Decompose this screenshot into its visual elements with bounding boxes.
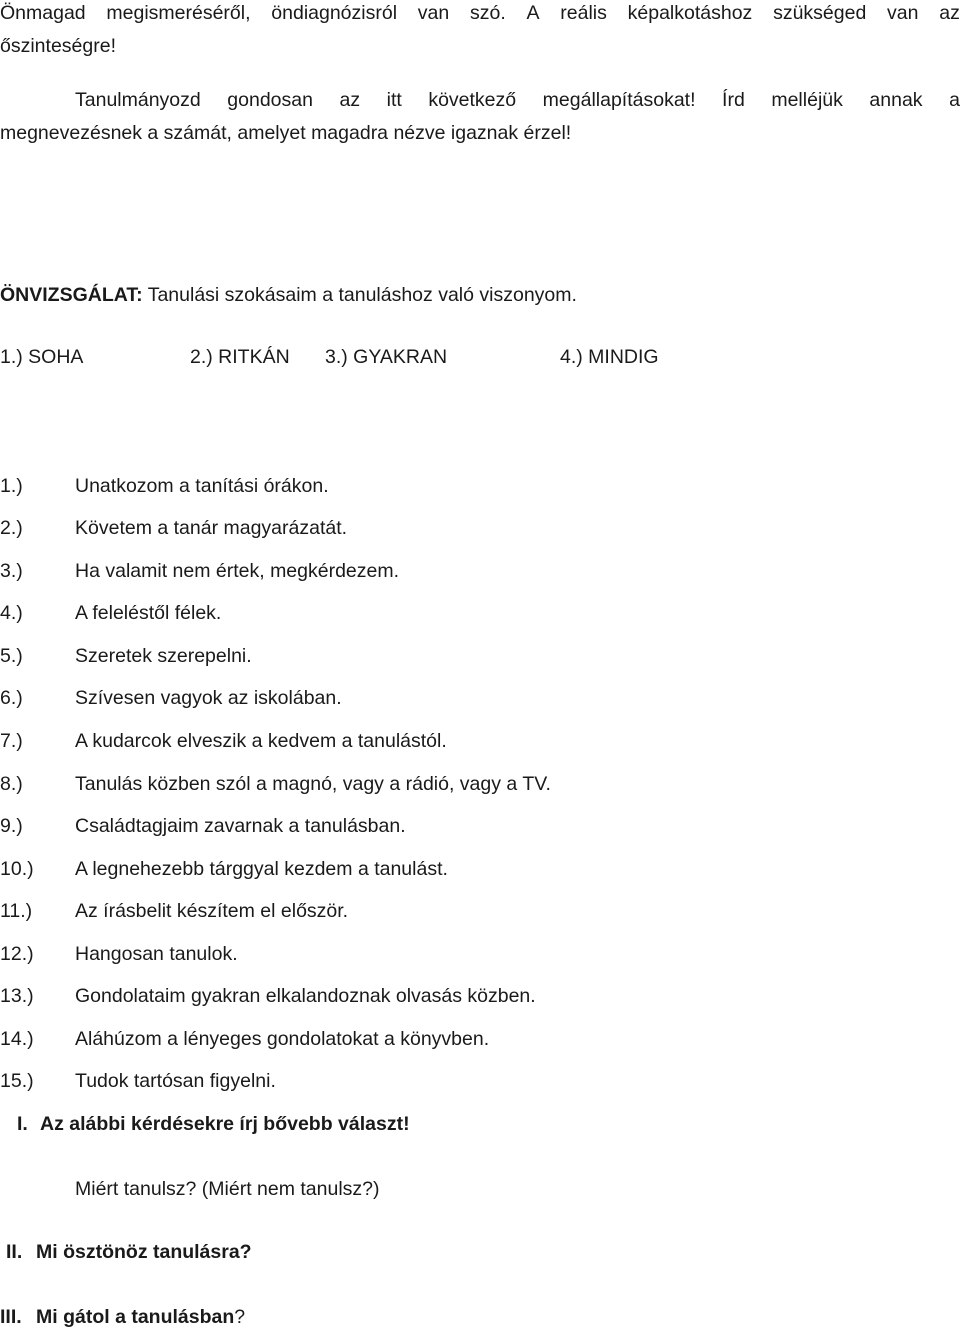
intro-line-2: őszinteségre! <box>0 35 116 57</box>
statement-text: Szívesen vagyok az iskolában. <box>75 687 342 709</box>
statement-text: Az írásbelit készítem el először. <box>75 900 349 922</box>
statement-number: 8.) <box>0 773 23 795</box>
statement-number: 14.) <box>0 1028 34 1050</box>
statement-number: 15.) <box>0 1070 34 1092</box>
section-3-number: III. <box>0 1306 22 1328</box>
intro-word: van <box>417 2 450 24</box>
statement-text: Tanulás közben szól a magnó, vagy a rádió, vagy a TV. <box>75 773 551 795</box>
statement-number: 7.) <box>0 730 23 752</box>
intro-word: szó. <box>470 2 506 24</box>
statement-text: Szeretek szerepelni. <box>75 645 252 667</box>
section-1-number: I. <box>17 1113 28 1135</box>
statement-text: A kudarcok elveszik a kedvem a tanulástól. <box>75 730 447 752</box>
intro-word: az <box>939 2 960 24</box>
intro-line-1 <box>0 4 960 24</box>
heading-text: Tanulási szokásaim a tanuláshoz való viszonyom. <box>142 284 577 306</box>
intro-word: következő <box>428 89 517 111</box>
statement-number: 13.) <box>0 985 34 1007</box>
intro-word: szükséged <box>773 2 867 24</box>
scale-option-ritkan: 2.) RITKÁN <box>190 346 290 368</box>
statement-number: 6.) <box>0 687 23 709</box>
intro-word: képalkotáshoz <box>627 2 753 24</box>
section-3-title: Mi gátol a tanulásban <box>36 1306 235 1328</box>
statement-text: Követem a tanár magyarázatát. <box>75 517 348 539</box>
statement-text: Hangosan tanulok. <box>75 943 238 965</box>
statement-text: Unatkozom a tanítási órákon. <box>75 475 329 497</box>
statement-number: 2.) <box>0 517 23 539</box>
section-1-title: Az alábbi kérdésekre írj bővebb választ! <box>40 1113 410 1135</box>
intro-word: Írd <box>722 89 745 111</box>
intro-word: itt <box>386 89 402 111</box>
statement-number: 12.) <box>0 943 34 965</box>
intro-word: van <box>887 2 919 24</box>
heading-label: ÖNVIZSGÁLAT: <box>0 284 143 306</box>
section-3-suffix: ? <box>234 1306 246 1328</box>
intro-word: az <box>339 89 361 111</box>
scale-option-gyakran: 3.) GYAKRAN <box>325 346 448 368</box>
statement-number: 3.) <box>0 560 23 582</box>
section-2-title: Mi ösztönöz tanulásra? <box>36 1241 252 1263</box>
statement-text: Aláhúzom a lényeges gondolatokat a könyvben. <box>75 1028 490 1050</box>
page-heading <box>0 286 577 306</box>
statement-number: 11.) <box>0 900 33 922</box>
section-1-question: Miért tanulsz? (Miért nem tanulsz?) <box>75 1178 380 1200</box>
intro-word: megismeréséről, <box>106 2 251 24</box>
intro-line-4: megnevezésnek a számát, amelyet magadra nézve igaznak érzel! <box>0 122 572 144</box>
statement-number: 4.) <box>0 602 23 624</box>
intro-word: reális <box>560 2 607 24</box>
intro-word: a <box>949 89 960 111</box>
statement-number: 1.) <box>0 475 23 497</box>
section-3-heading <box>36 1308 245 1328</box>
intro-word: gondosan <box>227 89 313 111</box>
scale-option-mindig: 4.) MINDIG <box>560 346 659 368</box>
statement-text: A legnehezebb tárggyal kezdem a tanulást. <box>75 858 448 880</box>
statement-number: 10.) <box>0 858 34 880</box>
statement-text: Ha valamit nem értek, megkérdezem. <box>75 560 400 582</box>
section-2-number: II. <box>6 1241 23 1263</box>
intro-word: Tanulmányozd <box>75 89 201 111</box>
intro-word: Önmagad <box>0 2 86 24</box>
intro-line-3 <box>0 91 960 111</box>
intro-word: megállapításokat! <box>542 89 696 111</box>
scale-option-soha: 1.) SOHA <box>0 346 84 368</box>
statement-number: 5.) <box>0 645 23 667</box>
statement-number: 9.) <box>0 815 23 837</box>
intro-word: melléjük <box>771 89 843 111</box>
statement-text: Gondolataim gyakran elkalandoznak olvasás közben. <box>75 985 536 1007</box>
statement-text: Tudok tartósan figyelni. <box>75 1070 276 1092</box>
intro-word: annak <box>869 89 923 111</box>
intro-word: A <box>526 2 540 24</box>
statement-text: Családtagjaim zavarnak a tanulásban. <box>75 815 406 837</box>
statement-text: A feleléstől félek. <box>75 602 222 624</box>
intro-word: öndiagnózisról <box>271 2 398 24</box>
